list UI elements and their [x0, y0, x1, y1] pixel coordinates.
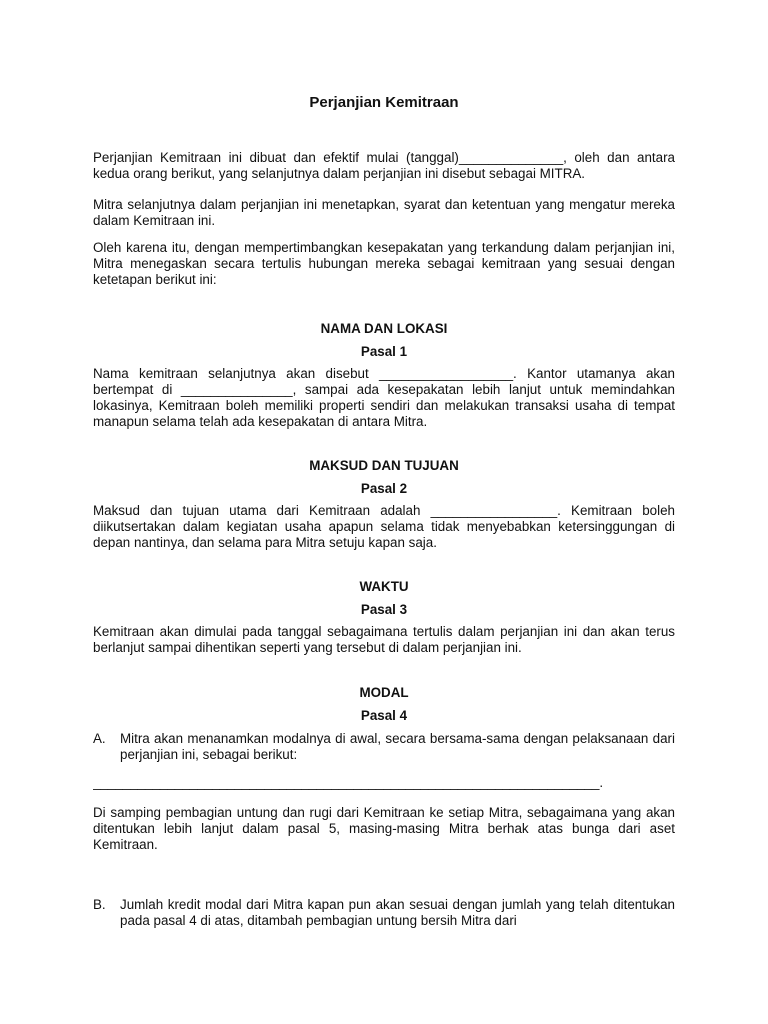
pasal-3-text: Kemitraan akan dimulai pada tanggal sebagaimana tertulis dalam perjanjian ini dan akan terus berlanjut sampai dihentikan seperti yang tersebut di dalam perjanjian ini.	[93, 624, 675, 655]
intro-paragraph-2: Mitra selanjutnya dalam perjanjian ini menetapkan, syarat dan ketentuan yang mengatur mereka dalam Kemitraan ini.	[93, 197, 675, 228]
pasal-1-text: Nama kemitraan selanjutnya akan disebut __________________. Kantor utamanya akan bertempat di _______________, sampai ada kesepakatan lebih lanjut untuk memindahkan lokasinya, Kemitraan boleh memiliki properti sendiri dan melakukan transaksi usaha di tempat manapun selama telah ada kesepakatan di antara Mitra.	[93, 366, 675, 429]
pasal-2-text: Maksud dan tujuan utama dari Kemitraan adalah _________________. Kemitraan boleh diikutsertakan dalam kegiatan usaha apapun selama tidak menyebabkan ketersinggungan di depan nantinya, dan selama para Mitra setuju kapan saja.	[93, 503, 675, 550]
intro-paragraph-3: Oleh karena itu, dengan mempertimbangkan kesepakatan yang terkandung dalam perjanjian ini, Mitra menegaskan secara tertulis hubungan mereka sebagai kemitraan yang sesuai dengan ketetapan berikut ini:	[93, 240, 675, 287]
pasal-4-label: Pasal 4	[360, 708, 408, 723]
pasal-4-paragraph: Di samping pembagian untung dan rugi dari Kemitraan ke setiap Mitra, sebagaimana yang akan ditentukan lebih lanjut dalam pasal 5, masing-masing Mitra berhak atas bunga dari aset Kemitraan.	[93, 805, 675, 852]
pasal-4-item-a	[93, 731, 675, 763]
pasal-4-item-b	[93, 897, 675, 929]
section-heading-maksud-dan-tujuan: MAKSUD DAN TUJUAN	[309, 458, 459, 473]
pasal-1-label: Pasal 1	[360, 344, 408, 359]
section-heading-nama-dan-lokasi: NAMA DAN LOKASI	[320, 321, 448, 336]
pasal-2-label: Pasal 2	[360, 481, 408, 496]
section-heading-waktu: WAKTU	[359, 579, 409, 594]
document-title: Perjanjian Kemitraan	[309, 94, 459, 111]
item-a-marker: A.	[93, 731, 106, 746]
item-a-text: Mitra akan menanamkan modalnya di awal, secara bersama-sama dengan pelaksanaan dari perjanjian ini, sebagai berikut:	[120, 731, 675, 762]
intro-paragraph-1: Perjanjian Kemitraan ini dibuat dan efektif mulai (tanggal)______________, oleh dan antara kedua orang berikut, yang selanjutnya dalam perjanjian ini disebut sebagai MITRA.	[93, 150, 675, 181]
pasal-3-label: Pasal 3	[360, 602, 408, 617]
fill-in-blank-line: ____________________________________________________________________.	[93, 775, 604, 790]
item-b-text: Jumlah kredit modal dari Mitra kapan pun akan sesuai dengan jumlah yang telah ditentukan pada pasal 4 di atas, ditambah pembagian untung bersih Mitra dari	[120, 897, 675, 928]
section-heading-modal: MODAL	[359, 685, 409, 700]
item-b-marker: B.	[93, 897, 106, 912]
